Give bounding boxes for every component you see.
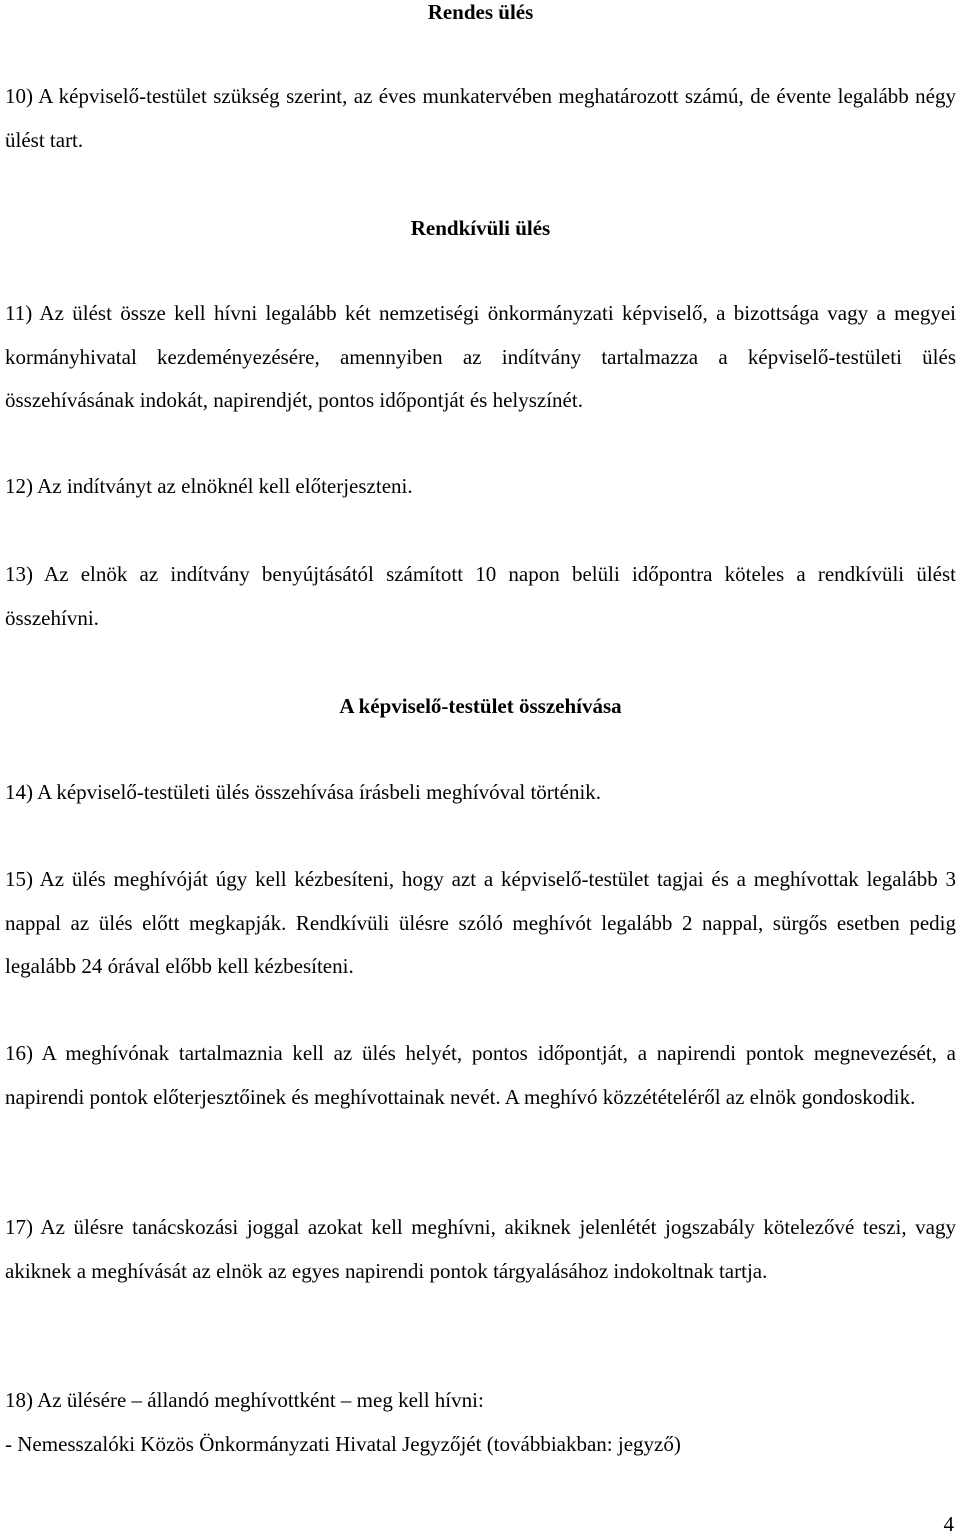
heading-osszehivasa: A képviselő-testület összehívása — [339, 694, 622, 718]
paragraph-18: 18) Az ülésére – állandó meghívottként – meg kell hívni: — [5, 1388, 484, 1412]
paragraph-17: 17) Az ülésre tanácskozási joggal azokat kell meghívni, akiknek jelenlétét jogszabály kötelezővé teszi, vagy akiknek a meghívását az elnök az egyes napirendi pontok tárgyalásához indokoltnak tartja. — [5, 1215, 956, 1283]
heading-rendes-ules: Rendes ülés — [427, 0, 534, 24]
heading-rendkivuli-ules: Rendkívüli ülés — [410, 216, 551, 240]
page-number: 4 — [943, 1512, 954, 1536]
paragraph-13: 13) Az elnök az indítvány benyújtásától számított 10 napon belüli időpontra köteles a rendkívüli ülést összehívni. — [5, 562, 956, 630]
paragraph-15: 15) Az ülés meghívóját úgy kell kézbesíteni, hogy azt a képviselő-testület tagjai és a meghívottak legalább 3 nappal az ülés előtt megkapják. Rendkívüli ülésre szóló meghívót legalább 2 nappal, sürgős esetben pedig legalább 24 órával előbb kell kézbesíteni. — [5, 867, 956, 978]
paragraph-10: 10) A képviselő-testület szükség szerint, az éves munkatervében meghatározott számú, de évente legalább négy ülést tart. — [5, 84, 956, 152]
paragraph-11: 11) Az ülést össze kell hívni legalább két nemzetiségi önkormányzati képviselő, a bizottsága vagy a megyei kormányhivatal kezdeményezésére, amennyiben az indítvány tartalmazza a képviselő-testületi ülés összehívásának indokát, napirendjét, pontos időpontját és helyszínét. — [5, 301, 956, 412]
paragraph-16: 16) A meghívónak tartalmaznia kell az ülés helyét, pontos időpontját, a napirendi pontok megnevezését, a napirendi pontok előterjesztőinek és meghívottainak nevét. A meghívó közzétételéről az elnök gondoskodik. — [5, 1041, 956, 1109]
paragraph-12: 12) Az indítványt az elnöknél kell előterjeszteni. — [5, 474, 413, 498]
paragraph-18-list-item: - Nemesszalóki Közös Önkormányzati Hivatal Jegyzőjét (továbbiakban: jegyző) — [5, 1432, 681, 1456]
paragraph-14: 14) A képviselő-testületi ülés összehívása írásbeli meghívóval történik. — [5, 780, 602, 804]
